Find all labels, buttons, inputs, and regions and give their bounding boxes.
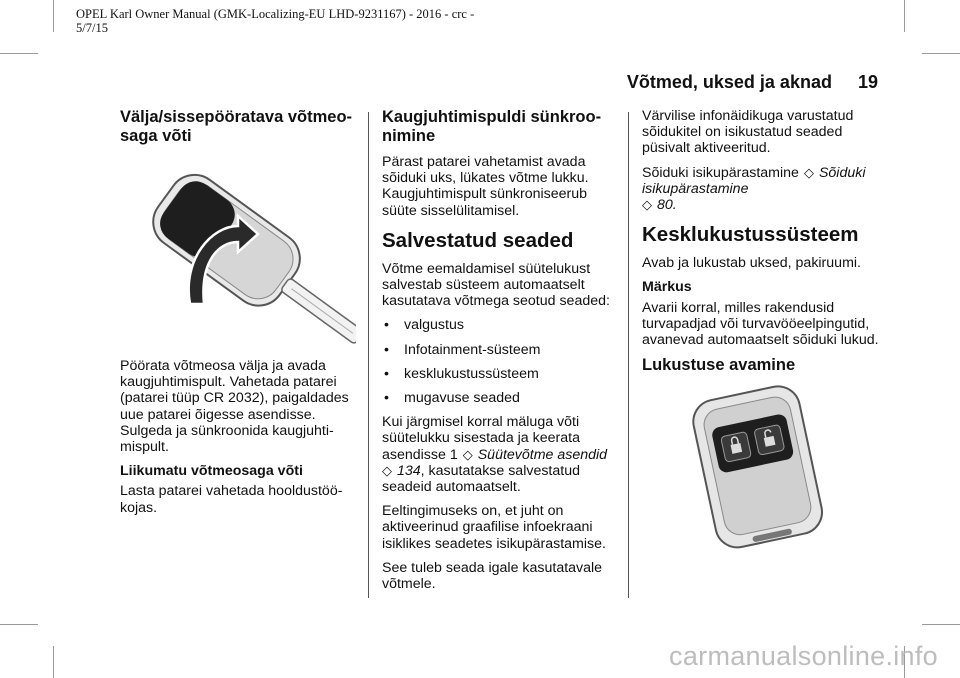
list-item: • kesklukustussüsteem xyxy=(382,366,620,382)
paragraph xyxy=(382,414,620,495)
heading-saved-settings: Salvestatud seaded xyxy=(382,228,574,252)
column-2 xyxy=(382,108,620,600)
note-title: Märkus xyxy=(642,279,692,296)
column-divider xyxy=(368,112,369,598)
paragraph: Pärast patarei vahetamist avada sõiduki uks, lükates võtme lukku. Kaugjuhtimispult sünkroniseerub süüte sisselülitamisel. xyxy=(382,154,589,219)
reference-arrow-icon: ◇ xyxy=(462,446,473,462)
page-reference[interactable]: 134 xyxy=(397,462,421,479)
text: , kasutatakse salvestatud seadeid automaatselt. xyxy=(382,462,580,496)
subheading-fixed-key: Liikumatu võtmeosaga võti xyxy=(120,463,303,480)
list-item: • mugavuse seaded xyxy=(382,390,620,406)
page-header xyxy=(600,72,878,93)
crop-mark xyxy=(922,624,960,625)
paragraph: See tuleb seada igale kasutatavale võtmele. xyxy=(382,559,603,593)
crop-mark xyxy=(53,646,54,678)
list-item: • Infotainment-süsteem xyxy=(382,342,620,358)
watermark: carmanualsonline.info xyxy=(669,641,938,671)
text: Sõiduki isikupärastamine xyxy=(642,164,799,181)
settings-list xyxy=(382,317,620,406)
document-meta: OPEL Karl Owner Manual (GMK-Localizing-EU LHD-9231167) - 2016 - crc - 5/7/15 xyxy=(76,7,475,35)
crop-mark xyxy=(922,53,960,54)
reference-arrow-icon: ◇ xyxy=(642,197,652,213)
paragraph: Lasta patarei vahetada hooldustöökojas. xyxy=(120,483,343,516)
column-1 xyxy=(120,108,356,524)
paragraph: Võtme eemaldamisel süütelukust salvestab süsteem automaatselt kasutatava võtmega seotud seaded: xyxy=(382,260,610,310)
page-reference[interactable]: 80. xyxy=(657,197,677,214)
paragraph: Eeltingimuseks on, et juht on aktiveerinud graafilise infoekraani isiklikes seadetes isikupärastamise. xyxy=(382,503,606,552)
column-3 xyxy=(642,108,882,553)
heading-flip-key: Välja/sissepööratava võtmeosaga võti xyxy=(120,108,353,145)
section-title: Võtmed, uksed ja aknad xyxy=(626,72,832,92)
paragraph: Pöörata võtmeosa välja ja avada kaugjuhtimispult. Vahetada patarei (patarei tüüp CR 2032), paigaldades uue patarei õigesse asendisse. Sulgeda ja sünkroonida kaugjuhtimispult. xyxy=(120,358,349,456)
paragraph xyxy=(642,165,882,214)
crop-mark xyxy=(0,624,38,625)
paragraph: Avab ja lukustab uksed, pakiruumi. xyxy=(642,255,861,272)
text: Kui järgmisel korral mäluga võti süütelukku sisestada ja keerata asendisse 1 xyxy=(382,414,580,463)
list-item: • valgustus xyxy=(382,317,620,333)
flip-key-illustration xyxy=(120,154,356,344)
remote-key-illustration xyxy=(642,383,882,553)
note-text: Avarii korral, milles rakendusid turvapadjad või turvavööeelpingutid, avanevad automaatselt sõiduki lukud. xyxy=(642,299,879,349)
paragraph: Värvilise infonäidikuga varustatud sõidukitel on isikustatud seaded püsivalt aktiveeritud. xyxy=(642,108,854,157)
cross-reference-link[interactable]: Sõiduki isikupärastamine xyxy=(642,164,866,197)
cross-reference-link[interactable]: Süütevõtme asendid xyxy=(477,446,608,463)
crop-mark xyxy=(0,53,38,54)
crop-mark xyxy=(53,0,54,32)
page-number: 19 xyxy=(857,72,878,92)
crop-mark xyxy=(904,0,905,32)
heading-remote-sync: Kaugjuhtimispuldi sünkroonimine xyxy=(382,108,602,145)
column-divider xyxy=(628,112,629,598)
heading-unlocking: Lukustuse avamine xyxy=(642,356,796,375)
heading-central-locking: Kesklukustussüsteem xyxy=(642,223,859,247)
reference-arrow-icon: ◇ xyxy=(803,164,814,180)
reference-arrow-icon: ◇ xyxy=(382,462,392,478)
